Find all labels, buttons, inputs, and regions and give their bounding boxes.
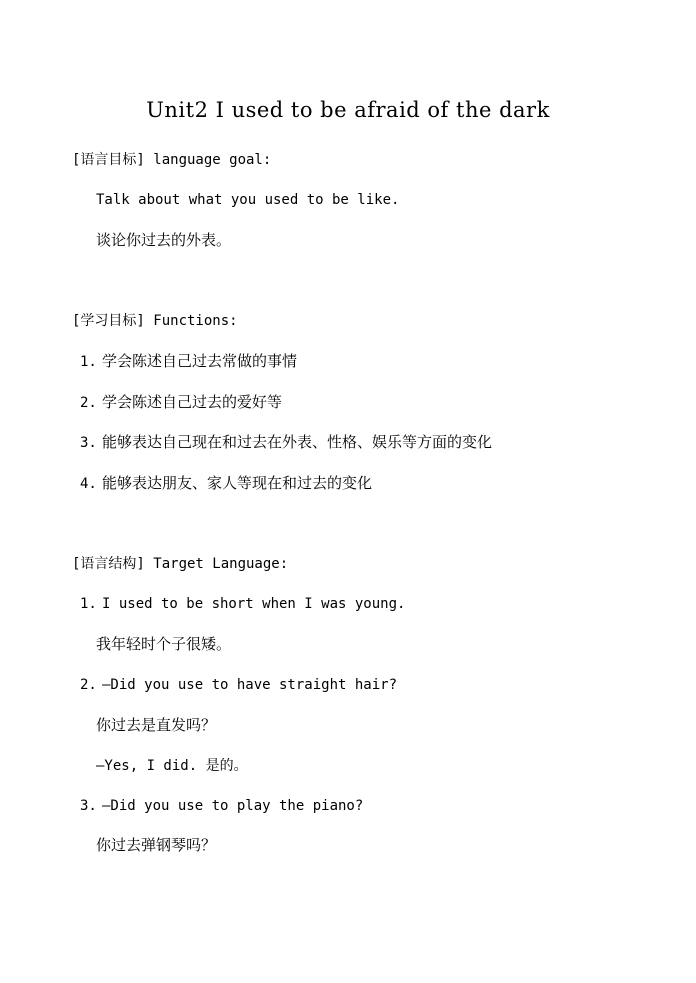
function-item-number: 3. xyxy=(80,435,97,451)
function-item xyxy=(80,351,297,372)
target-item-number: 3. xyxy=(80,798,97,814)
target-item-translation: 我年轻时个子很矮。 xyxy=(96,635,232,653)
target-item xyxy=(80,796,363,816)
function-item-text: 能够表达自己现在和过去在外表、性格、娱乐等方面的变化 xyxy=(102,433,493,451)
function-item-text: 学会陈述自己过去的爱好等 xyxy=(102,393,283,411)
target-item-number: 2. xyxy=(80,677,97,693)
target-item-number: 1. xyxy=(80,596,97,612)
function-item-number: 2. xyxy=(80,395,97,411)
target-item-sentence: I used to be short when I was young. xyxy=(102,596,406,612)
target-item xyxy=(80,594,405,614)
target-item-sentence: —Did you use to have straight hair? xyxy=(102,677,398,693)
target-item xyxy=(80,675,397,695)
function-item-number: 1. xyxy=(80,354,97,370)
function-item-text: 能够表达朋友、家人等现在和过去的变化 xyxy=(102,474,373,492)
function-item-number: 4. xyxy=(80,476,97,492)
function-item xyxy=(80,432,492,453)
function-item xyxy=(80,392,282,413)
document-title: Unit2 I used to be afraid of the dark xyxy=(146,98,550,122)
language-goal-chinese: 谈论你过去的外表。 xyxy=(96,231,232,249)
target-item-translation: 你过去是直发吗？ xyxy=(96,716,217,734)
language-goal-heading: [语言目标] language goal: xyxy=(72,152,272,168)
target-item-answer: —Yes, I did. 是的。 xyxy=(96,758,248,774)
language-goal-english: Talk about what you used to be like. xyxy=(96,192,400,208)
function-item-text: 学会陈述自己过去常做的事情 xyxy=(102,352,298,370)
target-item-sentence: —Did you use to play the piano? xyxy=(102,798,364,814)
target-language-heading: [语言结构] Target Language: xyxy=(72,556,289,572)
function-item xyxy=(80,473,372,494)
target-item-translation: 你过去弹钢琴吗？ xyxy=(96,836,217,854)
functions-heading: [学习目标] Functions: xyxy=(72,313,238,329)
